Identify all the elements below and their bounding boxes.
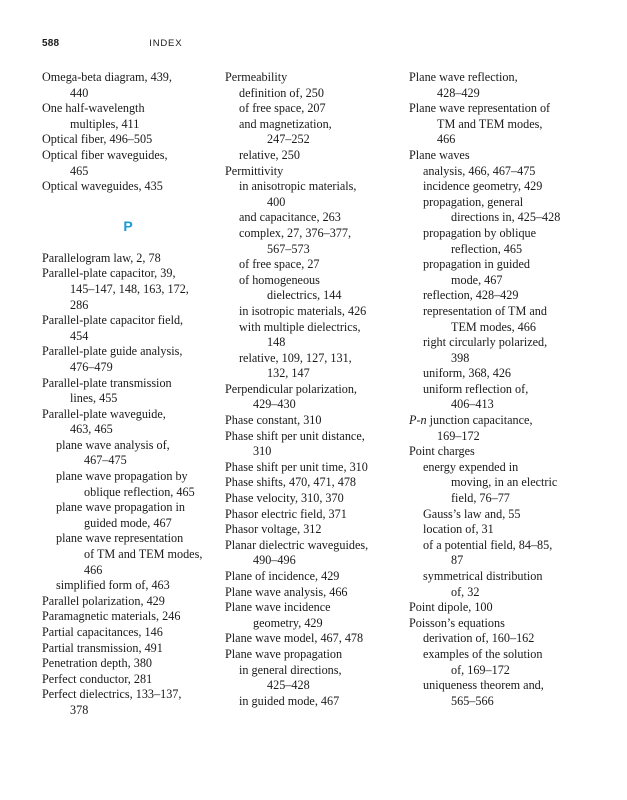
index-subentry: in general directions, 425–428 (239, 662, 342, 693)
index-entry: Point charges (409, 444, 475, 459)
index-subentry: plane wave propagation in guided mode, 467 (56, 500, 185, 530)
index-entry: Phase constant, 310 (225, 413, 322, 428)
index-entry: Plane wave model, 467, 478 (225, 631, 364, 646)
index-entry: Optical fiber, 496–505 (42, 132, 153, 147)
page-number: 588 (42, 38, 60, 49)
index-subentry: plane wave analysis of, 467–475 (56, 437, 170, 468)
index-subentry: symmetrical distribution of, 32 (423, 569, 543, 599)
index-subentry: Gauss’s law and, 55 (423, 506, 521, 521)
index-subentry: energy expended in moving, in an electric field, 76–77 (423, 459, 558, 506)
index-subentry: complex, 27, 376–377, 567–573 (239, 225, 352, 256)
index-subentry: incidence geometry, 429 (423, 179, 543, 194)
index-entry: Partial capacitances, 146 (42, 625, 163, 639)
index-entry: Optical waveguides, 435 (42, 179, 163, 194)
index-subentry: of free space, 207 (239, 101, 326, 116)
index-subentry: analysis, 466, 467–475 (423, 163, 536, 178)
index-entry: Phase shift per unit distance, 310 (225, 428, 365, 459)
index-entry: Perpendicular polarization, 429–430 (225, 381, 357, 412)
index-entry: Phasor voltage, 312 (225, 522, 322, 537)
index-entry: Omega-beta diagram, 439, 440 (42, 70, 172, 100)
index-entry: Penetration depth, 380 (42, 656, 153, 671)
index-subentry: of a potential field, 84–85, 87 (423, 537, 553, 568)
index-entry: Perfect dielectrics, 133–137, 378 (42, 687, 182, 717)
index-subentry: and magnetization, 247–252 (239, 116, 332, 147)
index-entry: Phase shifts, 470, 471, 478 (225, 475, 357, 490)
index-entry: Optical fiber waveguides, 465 (42, 147, 168, 178)
index-entry: Plane wave propagation (225, 646, 343, 661)
index-subentry: propagation by oblique reflection, 465 (423, 225, 537, 256)
index-subentry: relative, 109, 127, 131, 132, 147 (239, 350, 352, 381)
index-subentry: uniqueness theorem and, 565–566 (423, 678, 544, 708)
index-subentry: in guided mode, 467 (239, 693, 340, 708)
index-entry: Phase velocity, 310, 370 (225, 491, 344, 506)
index-entry: Perfect conductor, 281 (42, 671, 153, 686)
index-subentry: in isotropic materials, 426 (239, 303, 367, 318)
index-subentry: examples of the solution of, 169–172 (423, 646, 543, 677)
index-subentry: simplified form of, 463 (56, 578, 170, 593)
index-entry: Point dipole, 100 (409, 600, 493, 615)
index-entry: Permittivity (225, 163, 284, 178)
index-entry: Phasor electric field, 371 (225, 506, 347, 521)
index-entry: Partial transmission, 491 (42, 640, 163, 655)
index-subentry: definition of, 250 (239, 85, 324, 100)
index-entry: Poisson’s equations (409, 615, 505, 630)
index-subentry: and capacitance, 263 (239, 210, 341, 225)
index-entry: Parallel-plate transmission lines, 455 (42, 375, 172, 406)
index-entry: Plane wave reflection, 428–429 (409, 70, 518, 100)
index-subentry: uniform reflection of, 406–413 (423, 381, 529, 412)
index-column-2 (225, 70, 401, 709)
index-subentry: relative, 250 (239, 147, 300, 162)
index-entry: Plane wave representation of TM and TEM modes, 466 (409, 101, 551, 147)
index-subentry: propagation in guided mode, 467 (423, 257, 530, 287)
index-entry: Parallel-plate capacitor, 39, 145–147, 148, 163, 172, 286 (42, 266, 189, 312)
index-subentry: in anisotropic materials, 400 (239, 179, 357, 209)
index-entry: Parallel-plate guide analysis, 476–479 (42, 344, 183, 374)
index-entry: Plane of incidence, 429 (225, 569, 340, 583)
index-subentry: plane wave representation of TM and TEM modes, 466 (56, 531, 203, 577)
index-subentry: of free space, 27 (239, 257, 320, 272)
index-entry: Plane wave analysis, 466 (225, 584, 348, 599)
index-entry: Permeability (225, 70, 288, 84)
index-subentry: reflection, 428–429 (423, 288, 519, 303)
index-subentry: uniform, 368, 426 (423, 366, 512, 381)
index-entry: P-n junction capacitance, 169–172 (409, 413, 533, 443)
index-entry: Parallel polarization, 429 (42, 593, 165, 608)
index-entry: Parallel-plate waveguide, 463, 465 (42, 406, 166, 437)
index-subentry: with multiple dielectrics, 148 (239, 319, 361, 350)
section-letter: P (123, 217, 133, 234)
index-entry: Plane wave incidence geometry, 429 (225, 600, 331, 630)
index-subentry: of homogeneous dielectrics, 144 (239, 272, 342, 303)
index-subentry: propagation, general directions in, 425–428 (423, 194, 561, 225)
index-subentry: plane wave propagation by oblique reflection, 465 (56, 469, 195, 499)
running-head: INDEX (149, 38, 183, 49)
index-column-1 (42, 70, 214, 719)
index-subentry: location of, 31 (423, 522, 494, 537)
index-entry: Plane waves (409, 147, 470, 162)
index-entry: Parallelogram law, 2, 78 (42, 250, 161, 265)
page-header (42, 38, 182, 49)
index-subentry: derivation of, 160–162 (423, 631, 535, 646)
index-subentry: representation of TM and TEM modes, 466 (423, 303, 547, 334)
index-column-3 (409, 70, 585, 709)
index-subentry: right circularly polarized, 398 (423, 335, 548, 365)
index-entry: Phase shift per unit time, 310 (225, 459, 368, 474)
index-entry: One half-wavelength multiples, 411 (42, 101, 145, 131)
index-entry: Planar dielectric waveguides, 490–496 (225, 537, 369, 568)
index-entry: Paramagnetic materials, 246 (42, 609, 181, 624)
index-entry: Parallel-plate capacitor field, 454 (42, 313, 184, 343)
